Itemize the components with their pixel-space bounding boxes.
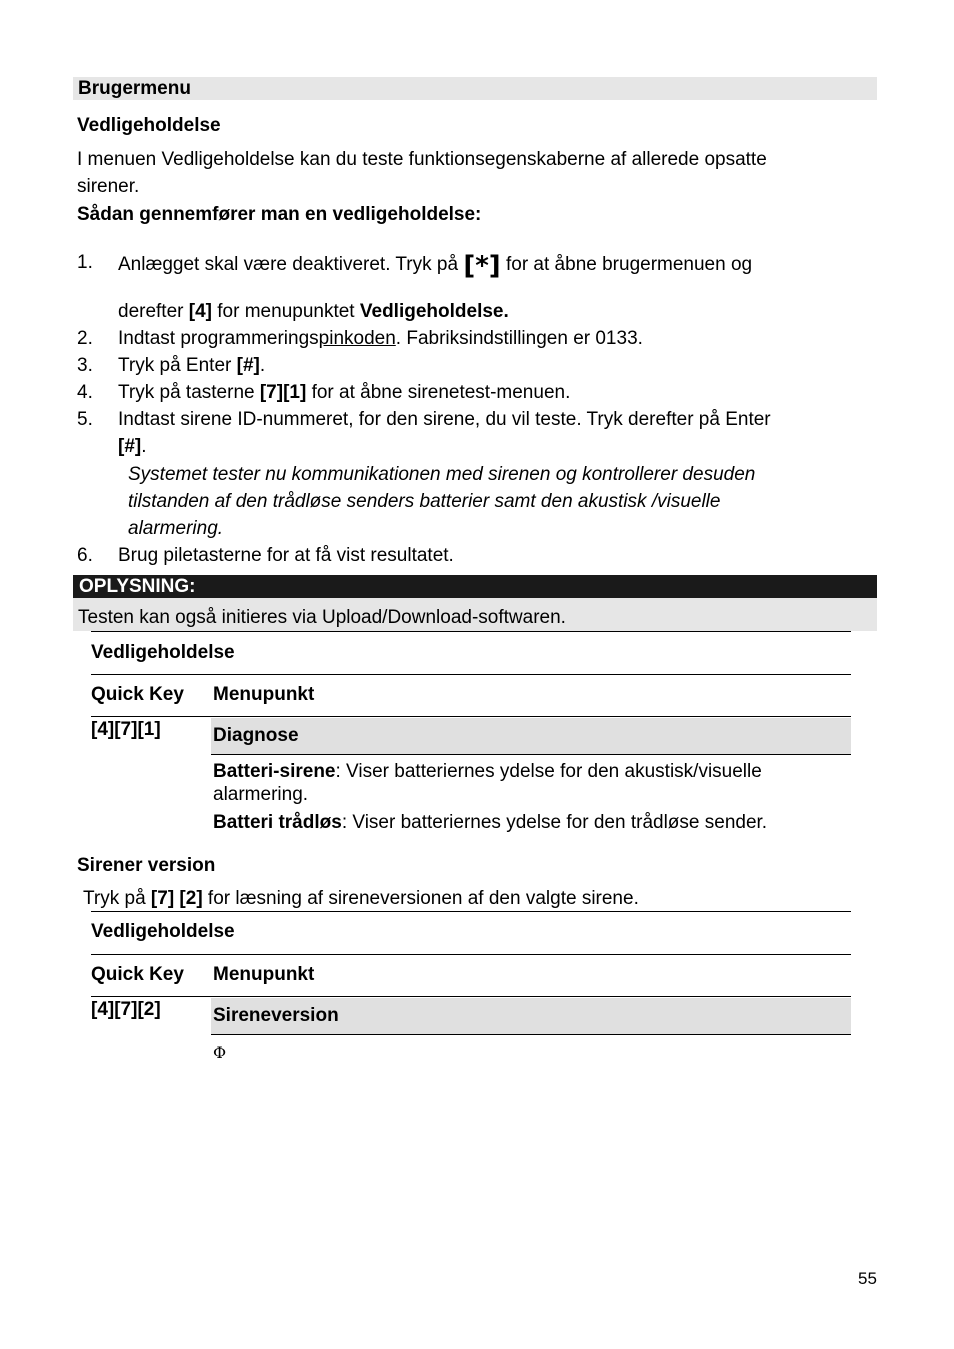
step-number: 3. [77,355,93,376]
menu-item-label: Diagnose [213,725,299,746]
table-description: Batteri trådløs: Viser batteriernes ydelse for den trådløse sender. [213,812,768,833]
step-number: 5. [77,409,93,430]
step-number: 2. [77,328,93,349]
table-divider [211,1034,851,1035]
table-header-quick-key: Quick Key [91,684,184,705]
table-description-continuation: alarmering. [213,784,309,805]
pinkode-link: pinkoden [318,328,396,349]
table-menu-item [211,718,851,754]
page-number: 55 [858,1269,877,1288]
table-divider [91,674,851,675]
note-text: Testen kan også initieres via Upload/Download-softwaren. [78,607,566,628]
table-divider [91,996,851,997]
table-divider [91,631,851,632]
section-title: Sirener version [77,855,216,876]
intro-line-1: I menuen Vedligeholdelse kan du teste funktionsegenskaberne af allerede opsatte [77,149,767,170]
step-text-continuation: [#]. [118,436,147,457]
step-text-continuation: derefter [4] for menupunktet Vedligeholdelse. [118,301,509,322]
table-divider [91,954,851,955]
step-text: Indtast programmeringspinkoden. Fabriksindstillingen er 0133. [118,328,643,349]
section-header [73,77,877,100]
table-header-menupunkt: Menupunkt [213,684,315,705]
step-text: Brug piletasterne for at få vist resultatet. [118,545,454,566]
table-title: Vedligeholdelse [91,921,235,942]
step-note-line: Systemet tester nu kommunikationen med sirenen og kontrollerer desuden [128,464,756,485]
note-label: OPLYSNING: [79,576,196,597]
step-number: 1. [77,252,93,273]
howto-title: Sådan gennemfører man en vedligeholdelse: [77,204,482,225]
table-header-menupunkt: Menupunkt [213,964,315,985]
step-text: Tryk på Enter [#]. [118,355,266,376]
note-body [73,598,877,631]
section-text: Tryk på [7] [2] for læsning af sireneversionen af den valgte sirene. [83,888,639,909]
step-note-line: tilstanden af den trådløse senders batterier samt den akustisk /visuelle [128,491,721,512]
table-description: Batteri-sirene: Viser batteriernes ydelse for den akustisk/visuelle [213,761,762,782]
table-menu-item [211,998,851,1034]
table-quick-key: [4][7][2] [91,999,161,1020]
table-divider [91,911,851,912]
table-header-quick-key: Quick Key [91,964,184,985]
star-key-icon: [*] [463,251,501,281]
phi-symbol-icon: Φ [213,1043,227,1062]
table-divider [211,754,851,755]
note-header [73,575,877,598]
section-header-title: Brugermenu [78,78,191,99]
step-number: 6. [77,545,93,566]
step-text: Tryk på tasterne [7][1] for at åbne sirenetest-menuen. [118,382,571,403]
step-number: 4. [77,382,93,403]
step-text: Indtast sirene ID-nummeret, for den sirene, du vil teste. Tryk derefter på Enter [118,409,771,430]
step-note-line: alarmering. [128,518,224,539]
table-quick-key: [4][7][1] [91,719,161,740]
section-title: Vedligeholdelse [77,115,221,136]
table-divider [91,716,851,717]
menu-item-label: Sireneversion [213,1005,339,1026]
step-text: Anlægget skal være deaktiveret. Tryk på [*] for at åbne brugermenuen og [118,251,753,281]
intro-line-2: sirener. [77,176,140,197]
table-title: Vedligeholdelse [91,642,235,663]
